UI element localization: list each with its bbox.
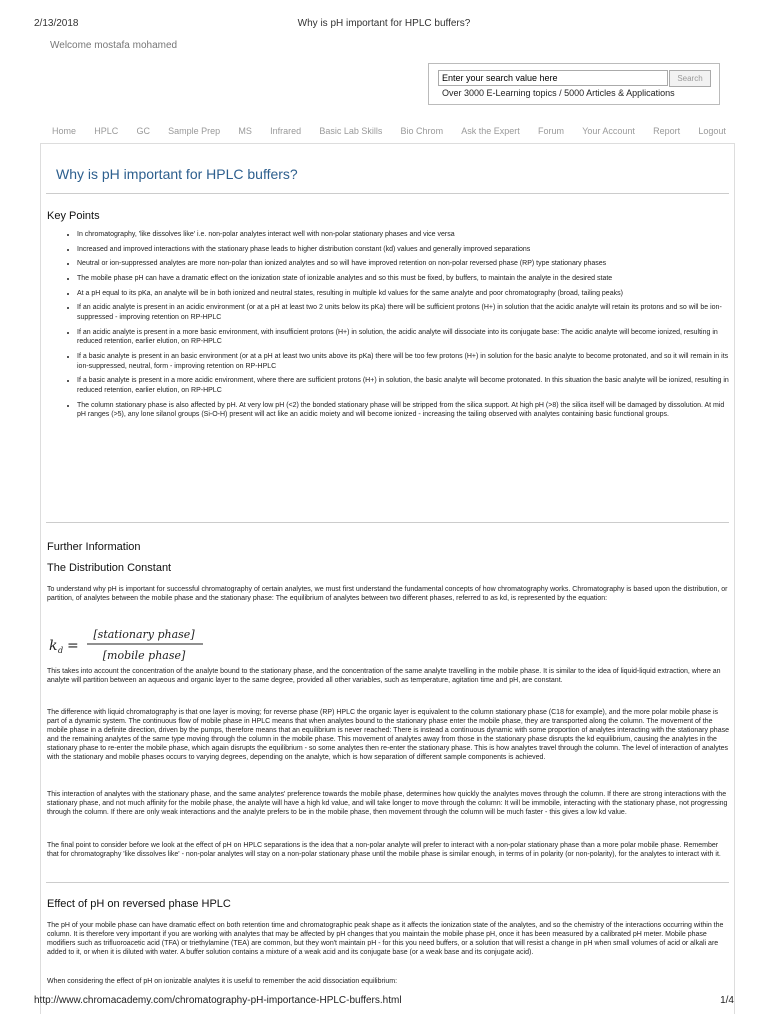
- article-panel: [40, 143, 735, 1014]
- search-input[interactable]: [438, 70, 668, 86]
- equation-denominator: [mobile phase]: [102, 649, 186, 662]
- key-point: • If an acidic analyte is present in an acidic environment (or at a pH at least two 2 units below its pKa) there will be sufficient protons (H+) in solution that the acidic analyte will retain its protons and so will be ion-suppressed - improving retention on RP-HPLC: [77, 303, 729, 322]
- nav-home[interactable]: Home: [52, 126, 77, 136]
- print-title: Why is pH important for HPLC buffers?: [297, 18, 471, 29]
- welcome-text: Welcome mostafa mohamed: [50, 40, 178, 51]
- paragraph: The pH of your mobile phase can have dramatic effect on both retention time and chromatographic peak shape as it affects the ionization state of the analytes, and so the chemistry of the interactions occurring within the column. It is therefore very important if you are working with analytes that may be affected by pH changes that you maintain the mobile phase pH, once it has been measured by a calibrated pH meter. Mobile phase modifiers such as trifluoroacetic acid (TFA) or triethylamine (TEA) are common, but they won't maintain pH - for this you need buffers, or a solution that will resist a change in pH when small volumes of acid or alkali are added to it, or when it is diluted with water. A buffer solution contains a mixture of a weak acid and its conjugate base (or a weak base and its conjugate acid).: [47, 922, 724, 957]
- paragraph: This interaction of analytes with the stationary phase, and the same analytes' preference towards the mobile phase, determines how quickly the analytes moves through the column. If there are strong interactions with the stationary phase, and not much affinity for the mobile phase, the analyte will have a high kd value, and will take longer to move through the column: It will be immobile, interacting with the stationary phase, not progressing through the column. If there are only weak interactions and the analyte prefers to be in the mobile phase, then movement through the column will be much faster - this gives a low kd value.: [47, 791, 728, 817]
- key-point: • If a basic analyte is present in a more acidic environment, where there are sufficient protons (H+) in solution, the basic analyte will become protonated. In this situation the basic analyte will be ionized, resulting in reduced retention, earlier elution, on RP-HPLC: [77, 376, 729, 395]
- paragraph: The final point to consider before we look at the effect of pH on HPLC separations is the idea that a non-polar analyte will prefer to interact with a non-polar stationary phase than a more polar mobile phase. Remember that for chromatography 'like dissolves like' - non-polar analytes will stay on a non-polar stationary phase until the mobile phase is similar enough, in terms of in polarity (or non-polarity), for the analytes to interact with it.: [47, 842, 721, 859]
- nav-sample-prep[interactable]: Sample Prep: [168, 126, 221, 136]
- key-points-list: [59, 230, 729, 425]
- nav-your-account[interactable]: Your Account: [582, 126, 635, 136]
- paragraph: The difference with liquid chromatography is that one layer is moving; for reverse phase (RP) HPLC the organic layer is equivalent to the column stationary phase (C18 for example), and the more polar mobile phase is part of a dynamic system. The continuous flow of mobile phase in HPLC means that when analytes bound to the stationary phase enter the mobile phase, they are transported along the column. The movement of the mobile phase in a definite direction, driven by the pumps, therefore means that an equilibrium is never reached: There is instead a continuous dynamic with some proportion of analytes interacting with the stationary phase and the remaining analytes of the same type moving through the column in the mobile phase. This movement of analytes away from those in the stationary phase disrupts the kd equilibrium, causing the analytes in the stationary phase to re-enter the mobile phase, which again disrupts the equilibrium - so some analytes then re-enter the stationary phase. This is how analytes travel through the column. The level of interaction of analytes with the stationary and mobile phases occurs to varying degrees, depending on the analyte, which is how separation of different sample components is achieved.: [47, 709, 729, 762]
- distribution-constant-heading: The Distribution Constant: [47, 562, 172, 574]
- main-nav: [52, 126, 726, 136]
- nav-report[interactable]: Report: [653, 126, 681, 136]
- search-box: [428, 63, 720, 105]
- key-point: • The mobile phase pH can have a dramatic effect on the ionization state of ionizable analytes and so this must be fixed, by buffers, to maintain the analyte in the desired state: [77, 274, 729, 284]
- nav-logout[interactable]: Logout: [698, 126, 726, 136]
- nav-bio-chrom[interactable]: Bio Chrom: [400, 126, 444, 136]
- equation-numerator: [stationary phase]: [93, 628, 195, 641]
- key-point: • Increased and improved interactions with the stationary phase leads to higher distribution constant (kd) values and generally improved separations: [77, 245, 729, 255]
- equation-equals: =: [67, 638, 79, 654]
- divider: [46, 522, 729, 523]
- further-info-heading: Further Information: [47, 541, 141, 553]
- key-point: • Neutral or ion-suppressed analytes are more non-polar than ionized analytes and so will have improved retention on non-polar reversed phase (RP) type stationary phases: [77, 259, 729, 269]
- divider: [46, 193, 729, 194]
- print-date: 2/13/2018: [34, 18, 79, 29]
- page-number: 1/4: [720, 995, 734, 1006]
- key-point: • At a pH equal to its pKa, an analyte will be in both ionized and neutral states, resulting in multiple kd values for the same analyte and poor chromatography (broad, tailing peaks): [77, 289, 729, 299]
- key-point: • The column stationary phase is also affected by pH. At very low pH (<2) the bonded stationary phase will be stripped from the silica support. At high pH (>8) the silica itself will be damaged by dissolution. At mid pH ranges (>5), any lone silanol groups (Si-O-H) present will act like an acidic moiety and will become ionized - increasing the tailing observed with analytes containing basic functional groups.: [77, 401, 729, 420]
- equation-subscript: d: [58, 646, 64, 655]
- key-point: • If an acidic analyte is present in a more basic environment, with insufficient protons (H+) in solution, the acidic analyte will dissociate into its conjugate base: The acidic analyte will become ionized, resulting in reduced retention, earlier elution, on RP-HPLC: [77, 328, 729, 347]
- nav-infrared[interactable]: Infrared: [270, 126, 302, 136]
- page-url: http://www.chromacademy.com/chromatography-pH-importance-HPLC-buffers.html: [34, 995, 402, 1006]
- paragraph: To understand why pH is important for successful chromatography of certain analytes, we must first understand the fundamental concepts of how chromatography works. Chromatography is based upon the distribution, or partition, of analytes between the mobile phase and the stationary phase: The equilibrium of analytes between two different phases, referred to as kd, is represented by the equation:: [47, 586, 728, 603]
- key-point: • If a basic analyte is present in an basic environment (or at a pH at least two units above its pKa) there will be too few protons (H+) in solution for the basic analyte to become protonated, and so it will remain in its ion-suppressed, neutral, form - improving retention on RP-HPLC: [77, 352, 729, 371]
- effect-ph-heading: Effect of pH on reversed phase HPLC: [47, 898, 231, 910]
- nav-basic-lab-skills[interactable]: Basic Lab Skills: [319, 126, 383, 136]
- page-title: Why is pH important for HPLC buffers?: [56, 166, 298, 182]
- nav-ms[interactable]: MS: [238, 126, 252, 136]
- equation-lhs: k: [49, 638, 58, 654]
- nav-gc[interactable]: GC: [136, 126, 150, 136]
- nav-ask-the-expert[interactable]: Ask the Expert: [461, 126, 520, 136]
- search-button[interactable]: Search: [669, 70, 711, 87]
- nav-forum[interactable]: Forum: [538, 126, 565, 136]
- paragraph: When considering the effect of pH on ionizable analytes it is useful to remember the acid dissociation equilibrium:: [47, 978, 398, 985]
- search-subtitle: Over 3000 E-Learning topics / 5000 Articles & Applications: [442, 88, 675, 98]
- divider: [46, 882, 729, 883]
- key-point: • In chromatography, 'like dissolves like' i.e. non-polar analytes interact well with non-polar stationary phases and vice versa: [77, 230, 729, 240]
- distribution-equation: [47, 624, 217, 664]
- paragraph: This takes into account the concentration of the analyte bound to the stationary phase, and the concentration of the same analyte travelling in the mobile phase. It is similar to the idea of liquid-liquid extraction, where an analyte will partition between an aqueous and organic layer to the same degree, provided all other variables, such as temperature, agitation time and pH, are constant.: [47, 668, 721, 685]
- key-points-heading: Key Points: [47, 210, 100, 222]
- nav-hplc[interactable]: HPLC: [94, 126, 119, 136]
